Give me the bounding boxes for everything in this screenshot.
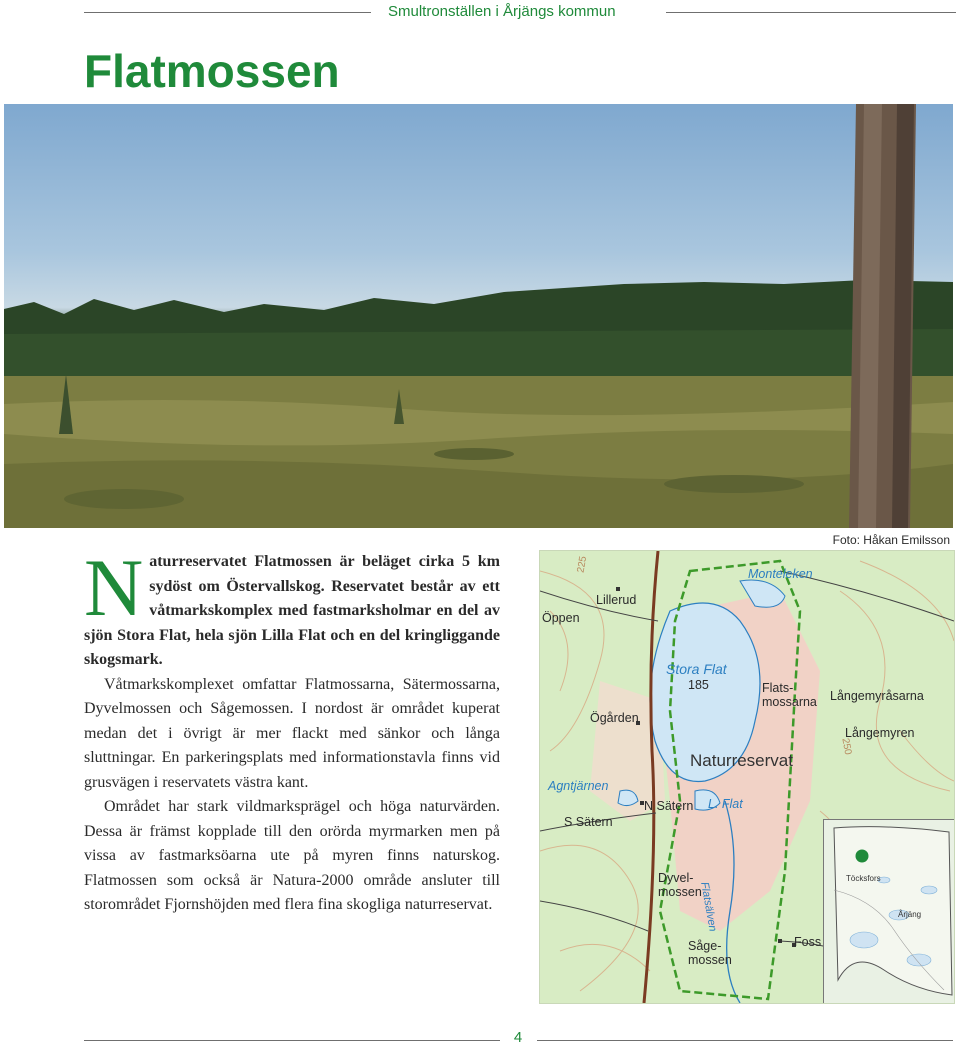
map-label-foss: Foss — [794, 935, 822, 949]
article-body — [84, 542, 500, 918]
map-label-agntjarnen: Agntjärnen — [548, 779, 609, 793]
page-number: 4 — [513, 1029, 523, 1046]
location-marker-icon — [856, 850, 869, 863]
inset-label-tocksfors: Töcksfors — [846, 874, 881, 883]
map-label-flatsmossarna: Flats- mossarna — [762, 681, 817, 709]
drop-cap: N — [84, 542, 144, 633]
map-label-lillerud: Lillerud — [596, 593, 637, 607]
map-label-sagemossen: Såge- mossen — [688, 939, 732, 967]
running-header: Smultronställen i Årjängs kommun — [388, 3, 616, 20]
header-rule-left — [84, 12, 371, 13]
paragraph-2: Våtmarkskomplexet omfattar Flatmossarna, Sätermossarna, Dyvelmossen och Sågemossen. I nordost är området kuperat medan det i övrigt är mer flackt med sänkor och långa sluttningar. En parkeringsplats med informationstavla finns vid grusvägen i reservatets västra kant. — [84, 675, 500, 791]
map-label-langemyren: Långemyren — [845, 726, 915, 740]
landscape-photo — [4, 104, 953, 528]
map-label-contour-250: 250 — [839, 737, 854, 756]
page-title: Flatmossen — [84, 45, 340, 97]
photo-illustration — [4, 104, 953, 528]
photo-credit: Foto: Håkan Emilsson — [832, 533, 950, 547]
inset-label-arjang: Årjäng — [898, 910, 922, 919]
map-label-n-satern: N Sätern — [644, 799, 694, 813]
footer-rule-right — [537, 1040, 953, 1041]
map-label-flatsalven: Flatsälven — [698, 881, 719, 933]
paragraph-3: Området har stark vildmarksprägel och höga naturvärden. Dessa är främst kopplade till den orörda myrmarken men på vissa av fastmarksöarna ute på myren finns naturskog. Flatmossen som också är Natura-2000 område ansluter till storområdet Fjornshöjden med flera fina skogliga naturreservat. — [84, 798, 500, 913]
lead-paragraph — [84, 542, 500, 673]
inset-location-map — [823, 819, 955, 1004]
map-label-contour-225: 225 — [575, 555, 590, 574]
map-label-monteleken: Monteleken — [748, 567, 813, 581]
header-rule-right — [666, 12, 956, 13]
map-label-dyvelmossen: Dyvel- mossen — [658, 871, 702, 899]
map-label-oppen: Öppen — [542, 611, 580, 625]
map-label-l-flat: L. Flat — [708, 797, 743, 811]
footer-rule-left — [84, 1040, 500, 1041]
map-label-stora-flat: Stora Flat — [666, 661, 727, 677]
map-label-langemyrasarna: Långemyråsarna — [830, 689, 924, 703]
inset-base — [824, 820, 954, 1003]
map-label-elevation-185: 185 — [688, 678, 709, 692]
map-label-naturreservat: Naturreservat — [690, 751, 793, 770]
map-label-s-satern: S Sätern — [564, 815, 613, 829]
map-label-ogarden: Ögården — [590, 711, 639, 725]
reserve-map — [539, 550, 955, 1004]
lead-text: aturreservatet Flatmossen är beläget cirka 5 km sydöst om Östervallskog. Reservatet består av ett våtmarkskomplex med fastmarksholmar en del av sjön Stora Flat, hela sjön Lilla Flat och en del kringliggande skogsmark. — [84, 553, 500, 668]
